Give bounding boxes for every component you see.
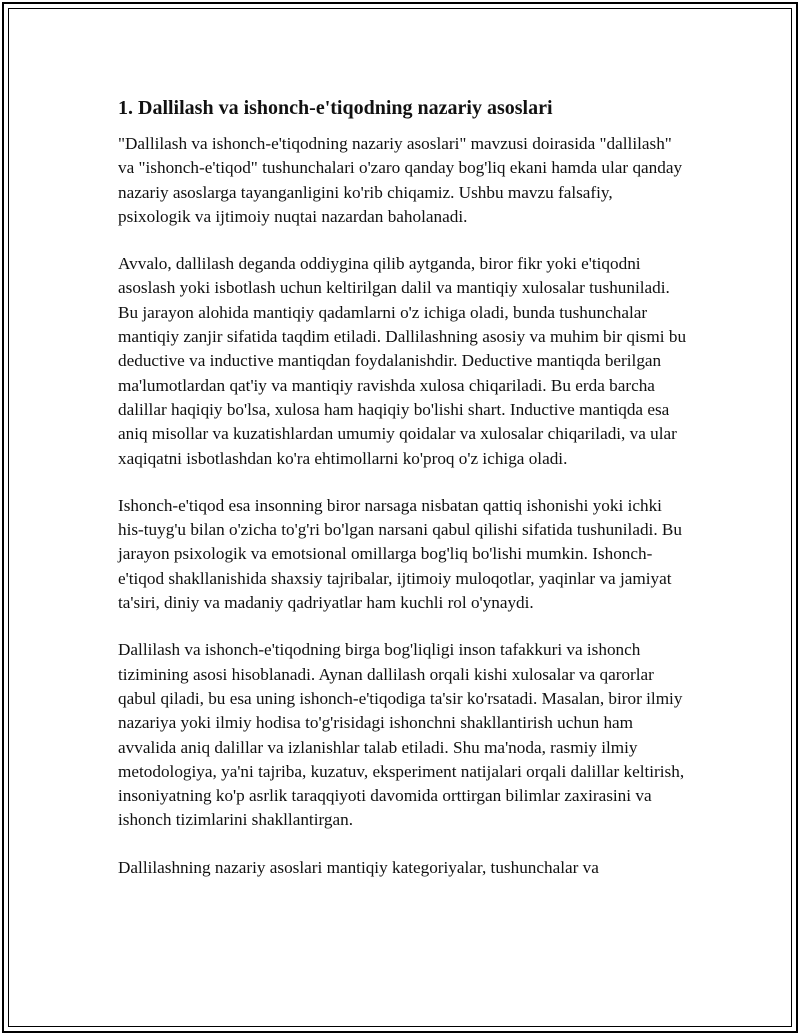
- paragraph-4: Dallilash va ishonch-e'tiqodning birga bog'liqligi inson tafakkuri va ishonch tizimining asosi hisoblanadi. Aynan dallilash orqali kishi xulosalar va qarorlar qabul qiladi, bu esa uning ishonch-e'tiqodiga ta'sir ko'rsatadi. Masalan, biror ilmiy nazariya yoki ilmiy hodisa to'g'risidagi ishonchni shakllantirish uchun ham avvalida aniq dalillar va izlanishlar talab etiladi. Shu ma'noda, rasmiy ilmiy metodologiya, ya'ni tajriba, kuzatuv, eksperiment natijalari orqali dalillar keltirish, insoniyatning ko'p asrlik taraqqiyoti davomida orttirgan bilimlar zaxirasini va ishonch tizimlarini shakllantirgan.: [118, 640, 685, 830]
- document-title: 1. Dallilash va ishonch-e'tiqodning nazariy asoslari: [118, 97, 553, 119]
- paragraph-3: Ishonch-e'tiqod esa insonning biror narsaga nisbatan qattiq ishonishi yoki ichki his-tuyg'u bilan o'zicha to'g'ri bo'lgan narsani qabul qilishi sifatida tushuniladi. Bu jarayon psixologik va emotsional omillarga bog'liq bo'lishi mumkin. Ishonch-e'tiqod shakllanishida shaxsiy tajribalar, ijtimoiy muloqotlar, yaqinlar va jamiyat ta'siri, diniy va madaniy qadriyatlar ham kuchli rol o'ynaydi.: [118, 495, 682, 613]
- document-body: [118, 94, 688, 903]
- paragraph-2: Avvalo, dallilash deganda oddiygina qilib aytganda, biror fikr yoki e'tiqodni asoslash yoki isbotlash uchun keltirilgan dalil va mantiqiy xulosalar tushuniladi. Bu jarayon alohida mantiqiy qadamlarni o'z ichiga oladi, bunda tushunchalar mantiqiy zanjir sifatida taqdim etiladi. Dallilashning asosiy va muhim bir qismi bu deductive va inductive mantiqdan foydalanishdir. Deductive mantiqda berilgan ma'lumotlardan qat'iy va mantiqiy ravishda xulosa chiqariladi. Bu erda barcha dalillar haqiqiy bo'lsa, xulosa ham haqiqiy bo'lishi shart. Inductive mantiqda esa aniq misollar va kuzatishlardan umumiy qoidalar va xulosalar chiqariladi, va ular xaqiqatni isbotlashdan ko'ra ehtimollarni ko'proq o'z ichiga oladi.: [118, 254, 687, 468]
- paragraph-1: "Dallilash va ishonch-e'tiqodning nazariy asoslari" mavzusi doirasida "dallilash" va "ishonch-e'tiqod" tushunchalari o'zaro qanday bog'liq ekani hamda ular qanday nazariy asoslarga tayanganligini ko'rib chiqamiz. Ushbu mavzu falsafiy, psixologik va ijtimoiy nuqtai nazardan baholanadi.: [118, 134, 683, 226]
- paragraph-5: Dallilashning nazariy asoslari mantiqiy kategoriyalar, tushunchalar va: [118, 857, 599, 877]
